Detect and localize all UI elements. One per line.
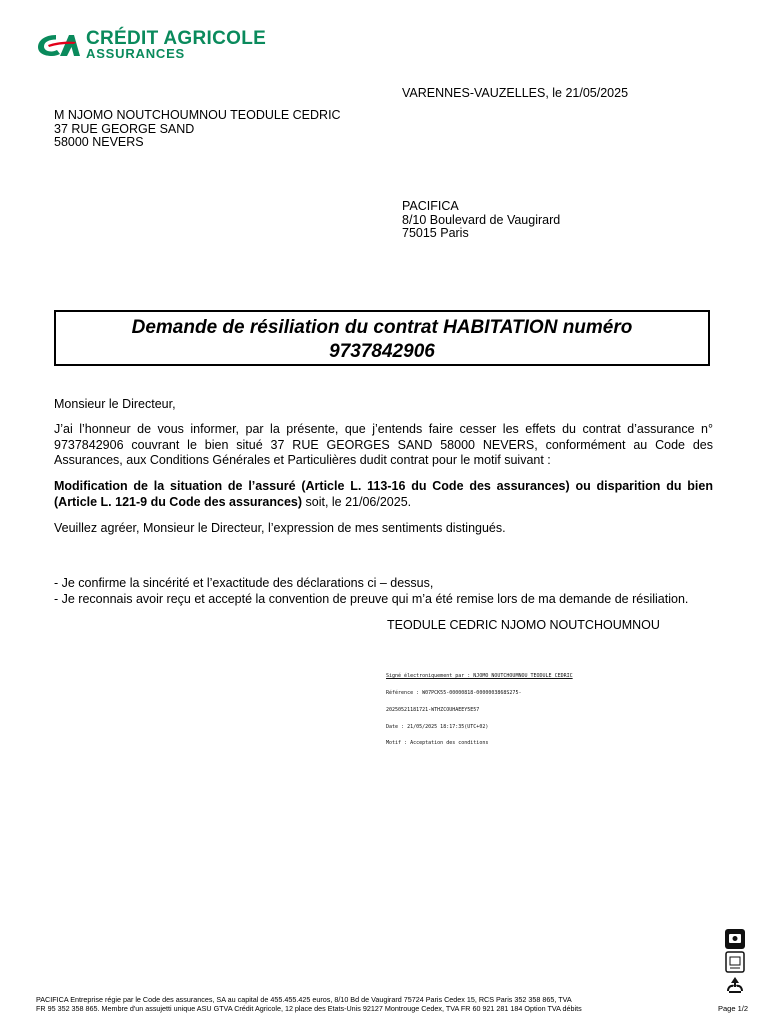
recipient-address [402,200,560,241]
company-logo [36,28,296,64]
subject-box [54,310,710,366]
page-number: Page 1/2 [718,1004,749,1013]
reason-date-text: soit, le 21/06/2025. [302,494,412,509]
signature-line: 20250521181721-WTHZCOUHAEEY5E57 [386,706,480,713]
sender-address [54,109,341,150]
recipient-city: 75015 Paris [402,226,469,241]
salutation: Monsieur le Directeur, [54,397,176,411]
recycle-icon [724,975,746,995]
date-line: VARENNES-VAUZELLES, le 21/05/2025 [402,86,629,100]
signature-line: Référence : W07PCK55-00000818-0000003868S275- [386,689,522,696]
recipient-street: 8/10 Boulevard de Vaugirard [402,212,561,227]
recipient-name: PACIFICA [402,199,459,213]
camera-doc-icon [724,928,746,950]
credit-agricole-logo-icon [36,32,80,58]
confirmation-item: - Je confirme la sincérité et l’exactitude des déclarations ci – dessus, [54,576,434,590]
logo-title: CRÉDIT AGRICOLE [86,28,267,49]
electronic-signature-stamp [386,663,573,753]
sender-street: 37 RUE GEORGE SAND [54,121,195,136]
signature-line: Date : 21/05/2025 18:17:35(UTC+02) [386,723,489,730]
sender-city: 58000 NEVERS [54,135,144,150]
footer-line: FR 95 352 358 865. Membre d'un assujetti unique ASU GTVA Crédit Agricole, 12 place des Etats-Unis 92127 Montrouge Cedex, TVA FR 60 921 281 184 Option TVA débits [36,1004,582,1013]
closing-formula: Veuillez agréer, Monsieur le Directeur, l’expression de mes sentiments distingués. [54,521,506,535]
signatory-name: TEODULE CEDRIC NJOMO NOUTCHOUMNOU [387,618,660,632]
intro-paragraph: J’ai l’honneur de vous informer, par la présente, que j’entends faire cesser les effets du contrat d’assurance n° 9737842906 couvrant le bien situé 37 RUE GEORGES SAND 58000 NEVERS, conformément au Code des Assurances, aux Conditions Générales et Particulières dudit contrat pour le motif suivant : [54,422,713,467]
legal-footer [36,995,696,1013]
subject-line-1: Demande de résiliation du contrat HABITATION numéro [131,317,633,338]
signature-line: Motif : Acceptation des conditions [386,740,489,747]
termination-reason [54,479,713,510]
confirmation-item: - Je reconnais avoir reçu et accepté la convention de preuve qui m’a été remise lors de ma demande de résiliation. [54,591,689,606]
footer-line: PACIFICA Entreprise régie par le Code des assurances, SA au capital de 455.455.425 euros, 8/10 Bd de Vaugirard 75724 Paris Cedex 15, RCS Paris 352 358 865, TVA [36,995,572,1004]
sender-name: M NJOMO NOUTCHOUMNOU TEODULE CEDRIC [54,108,341,122]
confirmations-list [54,576,688,607]
document-icon [724,951,746,973]
signature-line: Signé électroniquement par : NJOMO NOUTCHOUMNOU TEODULE CEDRIC [386,673,573,680]
reason-bold-text: Modification de la situation de l’assuré (Article L. 113-16 du Code des assurances) ou disparition du bien (Article L. 121-9 du Code des assurances) [54,479,713,509]
subject-line-2: 9737842906 [329,341,435,362]
logo-subtitle: ASSURANCES [86,46,186,61]
